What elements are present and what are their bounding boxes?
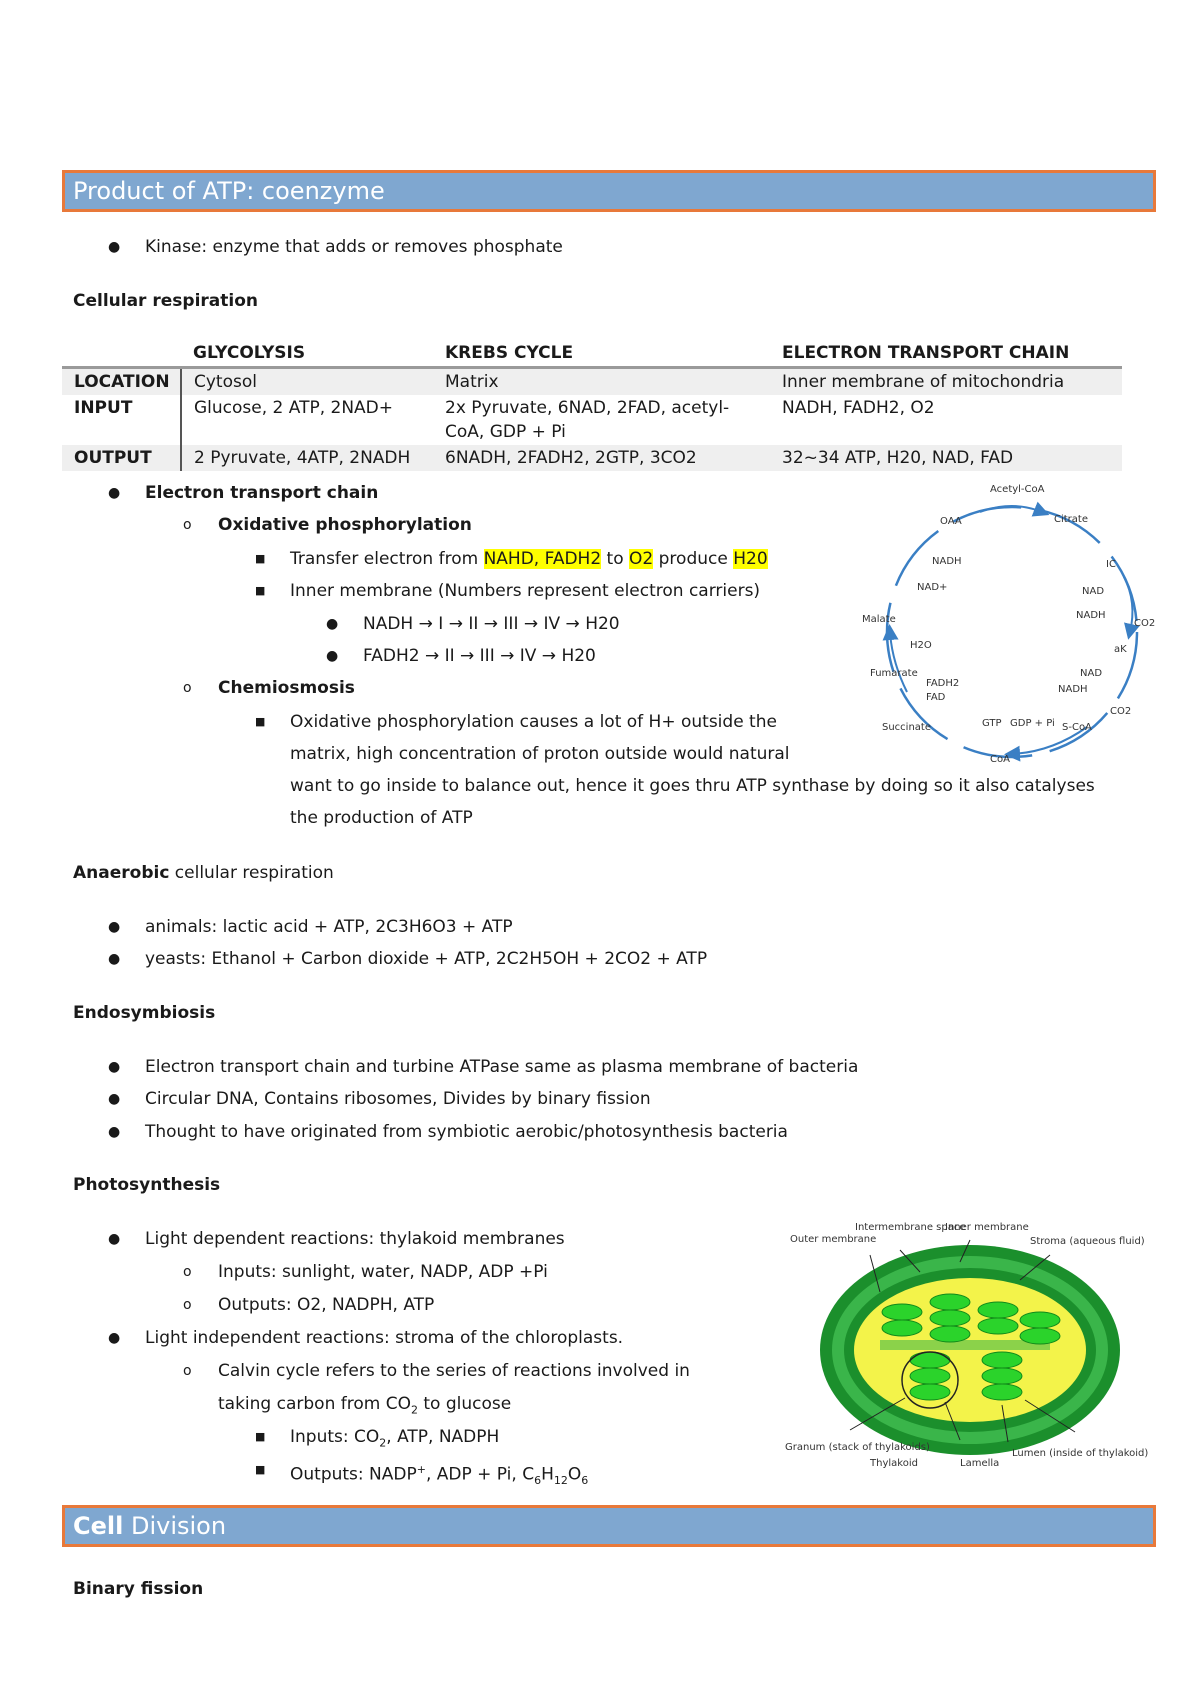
square-bullet-icon: ■ [255, 584, 266, 597]
krebs-label: Fumarate [870, 668, 918, 679]
krebs-label: IC [1106, 559, 1116, 570]
table-cell: Matrix [433, 368, 770, 396]
krebs-label: CoA [990, 754, 1010, 765]
krebs-label: S-CoA [1062, 722, 1092, 733]
calvin-text: to glucose [417, 1394, 512, 1414]
subscript: 6 [581, 1474, 589, 1488]
subscript: 2 [379, 1436, 387, 1450]
photosynthesis-title: Photosynthesis [73, 1175, 221, 1195]
bullet-icon: ● [108, 239, 121, 255]
chloroplast-label: Stroma (aqueous fluid) [1030, 1236, 1145, 1247]
row-label: INPUT [62, 395, 181, 445]
table-cell: 2 Pyruvate, 4ATP, 2NADH [181, 445, 433, 471]
chloroplast-label: Granum (stack of thylakoids) [785, 1442, 930, 1453]
krebs-label: NAD [1082, 586, 1105, 597]
transfer-text: to [601, 549, 630, 569]
table-row [62, 368, 1122, 396]
anaerobic-title [73, 862, 334, 884]
calvin-text: Calvin cycle refers to the series of reactions involved in [218, 1361, 690, 1381]
circle-bullet-icon: o [183, 1363, 192, 1379]
endosymbiosis-title: Endosymbiosis [73, 1003, 216, 1023]
krebs-label: Acetyl-CoA [990, 484, 1045, 495]
section-header-cell-division [62, 1505, 1156, 1547]
krebs-label: Succinate [882, 722, 931, 733]
subscript: 2 [410, 1403, 418, 1417]
table-row [62, 445, 1122, 471]
bullet-icon: ● [108, 1124, 121, 1140]
etc-title: Electron transport chain [145, 483, 379, 503]
circle-bullet-icon: o [183, 517, 192, 533]
list-item: Thought to have originated from symbiotic aerobic/photosynthesis bacteria [145, 1122, 788, 1142]
table-cell: NADH, FADH2, O2 [782, 398, 935, 418]
chloroplast-label: Lamella [960, 1458, 1000, 1469]
list-item: Electron transport chain and turbine ATPase same as plasma membrane of bacteria [145, 1057, 859, 1077]
krebs-label: FADH2 [926, 678, 960, 689]
krebs-label: Citrate [1054, 514, 1088, 525]
calvin-outputs-text: O [567, 1464, 582, 1485]
calvin-outputs-text: H [541, 1464, 554, 1485]
light-outputs-text: Outputs: O2, NADPH, ATP [218, 1295, 435, 1315]
bullet-icon: ● [108, 1330, 121, 1346]
respiration-table [62, 340, 1122, 471]
table-cell: 32~34 ATP, H20, NAD, FAD [770, 445, 1122, 471]
bullet-icon: ● [108, 1231, 121, 1247]
highlight-o2: O2 [629, 549, 654, 569]
subscript: 6 [534, 1474, 542, 1488]
krebs-label: aK [1114, 644, 1127, 655]
superscript: + [416, 1463, 426, 1476]
chloroplast-label: Inner membrane [945, 1222, 1029, 1233]
section-header-rest: Division [123, 1512, 227, 1540]
square-bullet-icon: ■ [255, 1463, 266, 1476]
table-cell: Inner membrane of mitochondria [770, 368, 1122, 396]
list-item: Circular DNA, Contains ribosomes, Divides by binary fission [145, 1089, 651, 1109]
binary-fission-title: Binary fission [73, 1579, 204, 1599]
chemiosmosis-title: Chemiosmosis [218, 678, 355, 698]
nadh-path: NADH → I → II → III → IV → H20 [363, 614, 620, 634]
chemi-text: Oxidative phosphorylation causes a lot of H+ outside the [290, 712, 777, 732]
calvin-inputs [290, 1426, 499, 1454]
krebs-label: H2O [910, 640, 932, 651]
chemi-text: want to go inside to balance out, hence it goes thru ATP synthase by doing so it also catalyses [290, 776, 1095, 796]
krebs-label: NADH [1058, 684, 1088, 695]
square-bullet-icon: ■ [255, 1430, 266, 1443]
row-label: LOCATION [62, 368, 181, 396]
calvin-outputs [290, 1459, 588, 1492]
bullet-icon: ● [326, 616, 339, 632]
anaerobic-title-rest: cellular respiration [169, 863, 334, 883]
highlight-h20: H20 [733, 549, 768, 569]
circle-bullet-icon: o [183, 1297, 192, 1313]
section-header-atp [62, 170, 1156, 212]
krebs-label: FAD [926, 692, 946, 703]
bullet-icon: ● [108, 1059, 121, 1075]
chemi-text: the production of ATP [290, 808, 473, 828]
table-header-cell: ELECTRON TRANSPORT CHAIN [770, 340, 1122, 368]
table-header-cell: GLYCOLYSIS [181, 340, 433, 368]
circle-bullet-icon: o [183, 1264, 192, 1280]
calvin-outputs-text: Outputs: NADP [290, 1464, 417, 1485]
section-header-bold: Cell [73, 1512, 124, 1540]
circle-bullet-icon: o [183, 680, 192, 696]
square-bullet-icon: ■ [255, 715, 266, 728]
highlight-nadh: NAHD, FADH2 [483, 549, 602, 569]
krebs-label: GTP [982, 718, 1002, 729]
list-item: yeasts: Ethanol + Carbon dioxide + ATP, 2C2H5OH + 2CO2 + ATP [145, 949, 708, 969]
section-header-atp-text: Product of ATP: coenzyme [73, 177, 385, 205]
light-independent-text: Light independent reactions: stroma of the chloroplasts. [145, 1328, 624, 1348]
light-inputs-text: Inputs: sunlight, water, NADP, ADP +Pi [218, 1262, 548, 1282]
krebs-label: NAD [1080, 668, 1103, 679]
transfer-line [290, 548, 768, 570]
bullet-icon: ● [108, 1091, 121, 1107]
oxphos-title: Oxidative phosphorylation [218, 515, 472, 535]
krebs-label: GDP + Pi [1010, 718, 1055, 729]
calvin-inputs-text: Inputs: CO [290, 1427, 380, 1447]
table-cell: Cytosol [181, 368, 433, 396]
inner-membrane-text: Inner membrane (Numbers represent electron carriers) [290, 581, 761, 601]
cellular-respiration-title: Cellular respiration [73, 291, 258, 311]
krebs-label: CO2 [1110, 706, 1132, 717]
table-header-row [62, 340, 1122, 368]
krebs-label: NADH [932, 556, 962, 567]
table-row [62, 395, 1122, 445]
row-label: OUTPUT [62, 445, 181, 471]
krebs-label: Malate [862, 614, 896, 625]
bullet-icon: ● [108, 485, 121, 501]
bullet-icon: ● [108, 919, 121, 935]
krebs-cycle-diagram [862, 482, 1162, 772]
anaerobic-title-bold: Anaerobic [73, 863, 170, 883]
chloroplast-label: Lumen (inside of thylakoid) [1012, 1448, 1149, 1459]
table-cell: 6NADH, 2FADH2, 2GTP, 3CO2 [433, 445, 770, 471]
bullet-icon: ● [326, 648, 339, 664]
light-dependent-text: Light dependent reactions: thylakoid membranes [145, 1229, 565, 1249]
chloroplast-label: Intermembrane space [855, 1222, 966, 1233]
calvin-text: taking carbon from CO [218, 1394, 411, 1414]
krebs-label: NAD+ [917, 582, 948, 593]
krebs-label: NADH [1076, 610, 1106, 621]
square-bullet-icon: ■ [255, 552, 266, 565]
chloroplast-label: Outer membrane [790, 1234, 877, 1245]
calvin-inputs-text: , ATP, NADPH [386, 1427, 500, 1447]
calvin-text-line2 [218, 1393, 511, 1421]
krebs-label: CO2 [1134, 618, 1156, 629]
fadh2-path: FADH2 → II → III → IV → H20 [363, 646, 596, 666]
list-item: animals: lactic acid + ATP, 2C3H6O3 + ATP [145, 917, 513, 937]
subscript: 12 [553, 1474, 568, 1488]
bullet-icon: ● [108, 951, 121, 967]
chloroplast-label: Thylakoid [870, 1458, 918, 1469]
table-cell: Glucose, 2 ATP, 2NAD+ [194, 398, 394, 418]
krebs-label: OAA [940, 516, 962, 527]
table-header-cell: KREBS CYCLE [433, 340, 770, 368]
transfer-text: Transfer electron from [290, 549, 484, 569]
table-cell: 2x Pyruvate, 6NAD, 2FAD, acetyl-CoA, GDP + Pi [445, 398, 730, 442]
chloroplast-diagram [780, 1210, 1150, 1480]
calvin-outputs-text: , ADP + Pi, C [425, 1464, 535, 1485]
table-header-cell [62, 340, 181, 368]
kinase-text: Kinase: enzyme that adds or removes phosphate [145, 237, 563, 257]
chemi-text: matrix, high concentration of proton outside would natural [290, 744, 790, 764]
transfer-text: produce [653, 549, 734, 569]
